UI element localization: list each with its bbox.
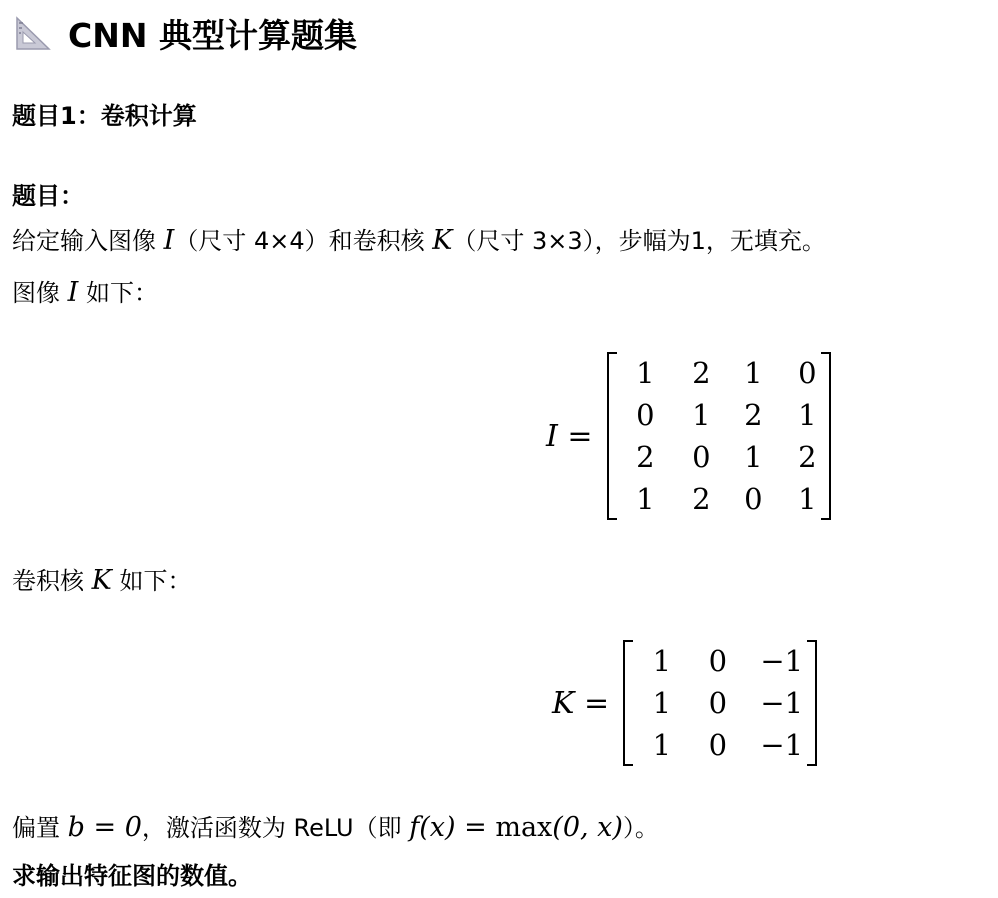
- matrix_I-cell-1-2: 2: [744, 398, 763, 432]
- var-I: I: [67, 277, 79, 308]
- bracket-left: [607, 352, 617, 520]
- matrix-K-eq: =: [574, 685, 610, 721]
- matrix_K-cell-2-2: −1: [760, 728, 804, 762]
- triangle-ruler-icon: [14, 14, 52, 52]
- matrix-I: [607, 352, 831, 520]
- bias-text-a: 偏置: [12, 814, 68, 842]
- matrix_K-cell-1-1: 0: [708, 686, 728, 720]
- matrix_I-cell-0-3: 0: [798, 356, 817, 390]
- problem-line-1: [12, 226, 826, 256]
- bracket-right: [821, 352, 831, 520]
- matrix_K-cell-1-2: −1: [760, 686, 804, 720]
- line1-text-c: （尺寸 3×3），步幅为1，无填充。: [452, 227, 826, 255]
- matrix-K: [623, 640, 817, 766]
- matrix_I-cell-2-0: 2: [636, 440, 655, 474]
- matrix_K-cell-0-0: 1: [652, 644, 672, 678]
- matrix_K-cell-0-1: 0: [708, 644, 728, 678]
- kernel-intro-text-b: 如下：: [111, 567, 192, 595]
- bracket-left: [623, 640, 633, 766]
- bias-relu-line: [12, 813, 659, 843]
- section-heading: 题目1：卷积计算: [12, 102, 197, 130]
- title-text: CNN 典型计算题集: [68, 15, 357, 55]
- question-ask: 求输出特征图的数值。: [12, 862, 252, 890]
- page-title: [14, 8, 357, 58]
- matrix_I-cell-0-2: 1: [744, 356, 763, 390]
- bias-text-c: ）。: [622, 814, 659, 842]
- matrix_I-cell-1-1: 1: [692, 398, 711, 432]
- matrix_K-cell-0-2: −1: [760, 644, 804, 678]
- var-I: I: [163, 225, 175, 256]
- matrix_I-cell-0-0: 1: [636, 356, 655, 390]
- line2-text-b: 如下：: [78, 279, 158, 307]
- relu-f: f: [409, 812, 420, 843]
- kernel-intro-text-a: 卷积核: [12, 567, 92, 595]
- matrix-K-equation: [552, 640, 817, 766]
- bracket-right: [807, 640, 817, 766]
- problem-label: 题目：: [12, 182, 84, 210]
- line2-text-a: 图像: [12, 279, 68, 307]
- line1-text-b: （尺寸 4×4）和卷积核: [174, 227, 433, 255]
- relu-max: max: [495, 812, 553, 843]
- matrix_I-cell-2-2: 1: [744, 440, 763, 474]
- bias-text-b: ，激活函数为 ReLU（即: [141, 814, 410, 842]
- relu-args: (0, x): [552, 812, 623, 843]
- matrix_K-cell-2-0: 1: [652, 728, 672, 762]
- matrix_I-cell-3-3: 1: [798, 482, 817, 516]
- matrix-I-eq: =: [557, 418, 593, 454]
- matrix_K-cell-1-0: 1: [652, 686, 672, 720]
- matrix_I-cell-1-0: 0: [636, 398, 655, 432]
- matrix_I-cell-3-1: 2: [692, 482, 711, 516]
- matrix_I-cell-0-1: 2: [692, 356, 711, 390]
- matrix-I-equation: [546, 352, 831, 520]
- bias-math: b = 0: [67, 812, 142, 843]
- line1-text-a: 给定输入图像: [12, 227, 164, 255]
- var-K: K: [91, 565, 112, 596]
- matrix_I-cell-1-3: 1: [798, 398, 817, 432]
- matrix-K-var: K: [552, 685, 575, 721]
- problem-line-2: [12, 278, 158, 308]
- relu-mid: (x) =: [419, 812, 496, 843]
- matrix_K-cell-2-1: 0: [708, 728, 728, 762]
- matrix-I-lhs: [546, 419, 593, 454]
- var-K: K: [432, 225, 453, 256]
- kernel-intro: [12, 566, 191, 596]
- matrix-I-var: I: [546, 418, 558, 454]
- matrix_I-cell-2-3: 2: [798, 440, 817, 474]
- matrix-K-lhs: [552, 686, 609, 721]
- matrix_I-cell-3-2: 0: [744, 482, 763, 516]
- matrix_I-cell-2-1: 0: [692, 440, 711, 474]
- matrix_I-cell-3-0: 1: [636, 482, 655, 516]
